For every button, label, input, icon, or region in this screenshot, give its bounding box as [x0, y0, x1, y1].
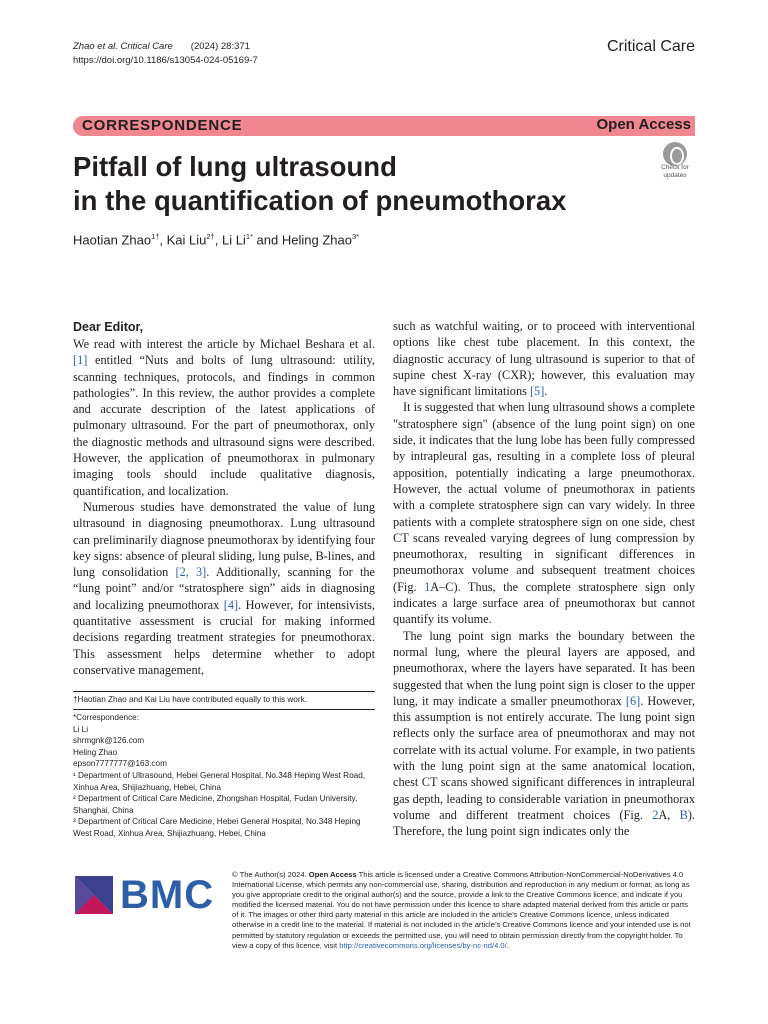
article-type-banner	[73, 116, 695, 136]
footnote-divider	[73, 691, 375, 692]
text-run: entitled “Nuts and bolts of lung ultrasound: utility, scanning techniques, protocols, and findings in common pathologies”. In this review, the author provides a complete and accurate description of the latest applications of pulmonary ultrasound. For the part of pneumothorax, only the diagnostic methods and ultrasound signs were described. However, the application of pneumothorax in pulmonary imaging tools should include qualitative diagnosis, quantification, and localization.	[73, 353, 375, 498]
body-column-right	[393, 318, 695, 840]
affiliation: ³ Department of Critical Care Medicine, Hebei General Hospital, No.348 Heping West Road, Xinhua Area, Shijiazhuang, Hebei, China	[73, 817, 361, 838]
text-run: ). Therefore, the lung point sign indicates only the	[393, 807, 696, 839]
text-run: A,	[658, 807, 680, 822]
bmc-mark-icon	[75, 876, 113, 914]
check-for-updates-icon	[663, 142, 687, 166]
license-link[interactable]: http://creativecommons.org/licenses/by-nc-nd/4.0/	[339, 940, 507, 950]
text-run: . However, for intensivists, quantitative assessment is crucial for making informed decisions regarding treatment strategies for pneumothorax. This assessment helps determine whether to adopt conservative management,	[73, 597, 376, 677]
check-line-1: Check for	[661, 164, 689, 171]
bmc-logo-text: BMC	[120, 873, 215, 917]
footnote-divider	[73, 709, 375, 710]
correspondence-label: *Correspondence:	[73, 713, 139, 722]
check-for-updates-badge[interactable]	[656, 142, 694, 180]
correspondent-name: Li Li	[73, 724, 89, 734]
text-run: The lung point sign marks the boundary between the normal lung, where the pleural layers are apposed, and pneumothorax, where the layers have separated. It has been suggested that when the lung point sign is closer to the upper lung, it may indicate a smaller pneumothorax	[393, 628, 695, 708]
author-name: Haotian Zhao	[73, 232, 152, 248]
figure-link[interactable]: B	[679, 807, 688, 822]
paragraph	[73, 499, 375, 678]
text-run: . Additionally, scanning for the “lung point” and/or “stratosphere sign” aids in diagnosing and localizing pneumothorax	[73, 565, 375, 612]
license-statement	[232, 870, 695, 951]
greeting: Dear Editor,	[73, 320, 144, 334]
license-text: This article is licensed under a Creative Commons Attribution-NonCommercial-NoDerivatives 4.0 International License, which permits any non-commercial use, sharing, distribution and reproduction in any medium or format, as long as you give appropriate credit to the original author(s) and the source, provide a link to the Creative Commons licence, and indicate if you modified the licensed material. You do not have permission under this licence to share adapted material derived from this article or parts of it. The images or other third party material in this article are included in the article’s Creative Commons licence, unless indicated otherwise in a credit line to the material. If material is not included in the article’s Creative Commons licence and your intended use is not permitted by statutory regulation or exceeds the permitted use, you will need to obtain permission directly from the copyright holder. To view a copy of this licence, visit	[232, 870, 691, 950]
paragraph	[393, 399, 695, 627]
text-run: . However, this assumption is not entirely accurate. The lung point sign reflects only the surface area of pneumothorax and may not correlate with its actual volume. For example, in two patients with the lung point sign at the same anatomical location, chest CT scans showed significant differences in intrapleural gas depth, leading to considerable variation in pneumothorax volume and different treatment choices (Fig.	[393, 693, 695, 822]
correspondent-email[interactable]: epson7777777@163.com	[73, 759, 167, 769]
text-run: We read with interest the article by Michael Beshara et al.	[73, 337, 375, 351]
license-copyright: © The Author(s) 2024.	[232, 870, 309, 879]
author-affiliation: 3*	[351, 232, 360, 241]
author-name: Kai Liu	[166, 232, 207, 248]
affiliation: ¹ Department of Ultrasound, Hebei General Hospital, No.348 Heping West Road, Xinhua Area, Shijiazhuang, Hebei, China	[73, 770, 366, 792]
title-line-1: Pitfall of lung ultrasound	[73, 151, 397, 182]
affiliation: ² Department of Critical Care Medicine, Zhongshan Hospital, Fudan University, Shanghai, China	[73, 794, 358, 815]
author-name: Heling Zhao	[281, 232, 352, 248]
text-run: such as watchful waiting, or to proceed with interventional options like chest tube placement. In this context, the diagnostic accuracy of lung ultrasound is superior to that of supine chest X-ray (CXR); however, this evaluation may have significant limitations	[393, 319, 695, 399]
reference-link[interactable]: [2, 3]	[175, 565, 207, 580]
author-name: Li Li	[221, 232, 246, 248]
title-line-2: in the quantification of pneumothorax	[73, 185, 567, 216]
paragraph	[73, 336, 375, 499]
author-affiliation: 2†	[206, 232, 215, 241]
figure-link[interactable]: 1	[424, 579, 431, 594]
reference-link[interactable]: [1]	[73, 353, 88, 368]
figure-link[interactable]: 2	[652, 807, 659, 822]
correspondence-block	[73, 712, 375, 840]
bmc-logo[interactable]	[73, 870, 213, 920]
reference-link[interactable]: [5]	[529, 384, 545, 399]
running-header	[73, 40, 268, 68]
author-affiliation: 1*	[245, 232, 253, 241]
reference-link[interactable]: [6]	[625, 693, 641, 708]
author-affiliation: 1†	[151, 232, 160, 241]
text-run: A–C). Thus, the complete stratosphere sign only indicates a large surface area of pneumothorax but cannot quantify its volume.	[393, 579, 696, 627]
reference-link[interactable]: [4]	[223, 597, 239, 612]
doi-link[interactable]: https://doi.org/10.1186/s13054-024-05169-7	[73, 55, 258, 66]
journal-name: Critical Care	[606, 38, 695, 55]
article-type: CORRESPONDENCE	[82, 117, 243, 134]
paragraph	[393, 628, 695, 840]
citation: Zhao et al. Critical Care	[73, 41, 173, 52]
year-volume: (2024) 28:371	[190, 41, 250, 52]
license-end: .	[506, 940, 509, 950]
equal-contribution-note: †Haotian Zhao and Kai Liu have contributed equally to this work.	[73, 695, 307, 704]
correspondent-email[interactable]: shrmgnk@126.com	[73, 736, 145, 746]
text-run: It is suggested that when lung ultrasound shows a complete "stratosphere sign" (absence of the lung point sign) on one side, it indicates that the lung lobe has been fully compressed by intrapleural gas, resulting in a complete loss of pleural apposition, potentially indicating a large pneumothorax. However, the actual volume of pneumothorax in patients with a complete stratosphere sign can vary widely. In three patients with a complete stratosphere sign on one side, chest CT scans revealed varying degrees of lung compression by pneumothorax, resulting in significant differences in pneumothorax volume and subsequent treatment choices (Fig.	[393, 400, 696, 594]
author-conjunction: and	[256, 232, 279, 248]
check-line-2: updates	[663, 172, 687, 179]
body-column-left	[73, 318, 375, 678]
article-title	[73, 150, 633, 218]
correspondent-name: Heling Zhao	[73, 747, 118, 757]
author-list: Haotian Zhao$^{1\dagger}$, Kai Liu$^{2\dagger}$, Li $Li^{1*}$ and Heling Zhao$^{3*}$	[73, 232, 360, 248]
paragraph	[393, 318, 695, 399]
text-run: Numerous studies have demonstrated the value of lung ultrasound in diagnosing pneumothorax. Lung ultrasound can preliminarily diagnose pneumothorax by identifying four key signs: absence of pleural sliding, lung pulse, B-lines, and lung consolidation	[73, 499, 375, 580]
license-open-access: Open Access	[308, 870, 357, 879]
text-run: .	[544, 384, 548, 399]
open-access-label: Open Access	[596, 116, 691, 133]
